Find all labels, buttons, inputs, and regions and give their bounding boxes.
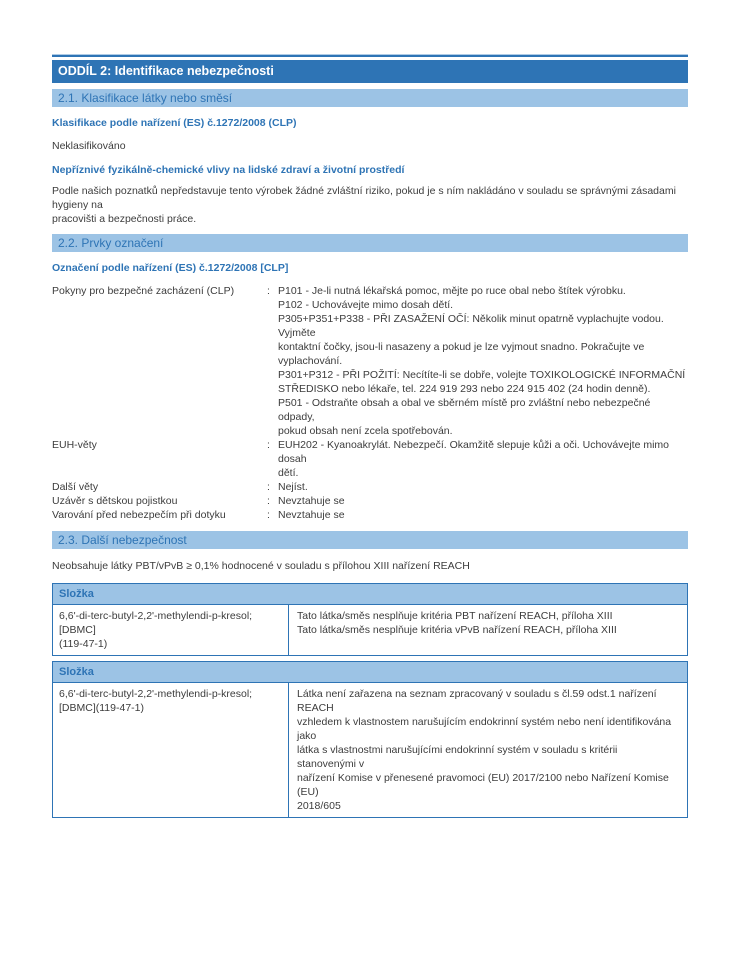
cell-line: nařízení Komise v přenesené pravomoci (EU) 2017/2100 nebo Nařízení Komise (EU) [297, 772, 669, 798]
field-euh-statements [52, 438, 688, 480]
value-line: vyplachování. [278, 355, 343, 367]
field-value [278, 508, 688, 522]
value-line: kontaktní čočky, jsou-li nasazeny a pokud je lze vyjmout snadno. Pokračujte ve [278, 341, 645, 353]
field-other-statements [52, 480, 688, 494]
component-table-endocrine [52, 661, 688, 818]
field-colon: : [267, 285, 270, 297]
cell-line: [DBMC](119-47-1) [59, 702, 144, 714]
value-line: Nejíst. [278, 481, 308, 493]
page-content [52, 0, 688, 818]
section-2-header: ODDÍL 2: Identifikace nebezpečnosti [52, 60, 688, 83]
field-label: EUH-věty [52, 439, 97, 451]
field-label: Další věty [52, 481, 99, 493]
field-label: Pokyny pro bezpečné zacházení (CLP) [52, 285, 235, 297]
cell-line: (119-47-1) [59, 638, 108, 650]
value-line: Nevztahuje se [278, 495, 345, 507]
cell-line: 6,6'-di-terc-butyl-2,2'-methylendi-p-kresol; [DBMC] [59, 610, 253, 636]
field-tactile-warning [52, 508, 688, 522]
labelling-fields [52, 284, 688, 522]
component-name-cell [53, 605, 289, 655]
component-table-pbt [52, 583, 688, 656]
field-value [278, 480, 688, 494]
value-line: P305+P351+P338 - PŘI ZASAŽENÍ OČÍ: Několik minut opatrně vyplachujte vodou. Vyjměte [278, 313, 664, 339]
cell-line: Látka není zařazena na seznam zpracovaný v souladu s čl.59 odst.1 nařízení REACH [297, 688, 657, 714]
field-colon: : [267, 481, 270, 493]
field-colon: : [267, 439, 270, 451]
adverse-effects-heading: Nepříznivé fyzikálně-chemické vlivy na lidské zdraví a životní prostředí [52, 164, 405, 176]
table-row [53, 605, 687, 655]
table-header-slozka: Složka [53, 584, 687, 605]
adverse-effects-paragraph [52, 184, 688, 226]
cell-line: látka s vlastnostmi narušujícími endokrinní systém v souladu s kritérii stanovenými v [297, 744, 618, 770]
cell-line: Tato látka/směs nesplňuje kritéria vPvB nařízení REACH, příloha XIII [297, 624, 617, 636]
not-classified-text: Neklasifikováno [52, 140, 126, 152]
cell-line: vzhledem k vlastnostem narušujícím endokrinní systém nebo není identifikována jako [297, 716, 672, 742]
subsection-2-1-band: 2.1. Klasifikace látky nebo směsí [52, 89, 688, 107]
field-value [278, 284, 688, 438]
field-label: Uzávěr s dětskou pojistkou [52, 495, 178, 507]
table-row [53, 683, 687, 817]
value-line: dětí. [278, 467, 299, 479]
table-header-slozka: Složka [53, 662, 687, 683]
paragraph-line: Podle našich poznatků nepředstavuje tento výrobek žádné zvláštní riziko, pokud je s ním nakládáno v souladu se správnými zásadami hygieny na [52, 185, 676, 211]
top-horizontal-rule [52, 54, 688, 57]
value-line: P102 - Uchovávejte mimo dosah dětí. [278, 299, 454, 311]
subsection-2-3-band: 2.3. Další nebezpečnost [52, 531, 688, 549]
classification-heading: Klasifikace podle nařízení (ES) č.1272/2008 (CLP) [52, 117, 297, 129]
value-line: P301+P312 - PŘI POŽITÍ: Necítíte-li se dobře, volejte TOXIKOLOGICKÉ INFORMAČNÍ [278, 369, 686, 381]
value-line: EUH202 - Kyanoakrylát. Nebezpečí. Okamžitě slepuje kůži a oči. Uchovávejte mimo dosah [278, 439, 670, 465]
component-assessment-cell [289, 683, 687, 817]
subsection-2-2-band: 2.2. Prvky označení [52, 234, 688, 252]
field-value [278, 438, 688, 480]
cell-line: Tato látka/směs nesplňuje kritéria PBT nařízení REACH, příloha XIII [297, 610, 613, 622]
cell-line: 2018/605 [297, 800, 341, 812]
paragraph-line: pracovišti a bezpečnosti práce. [52, 213, 197, 225]
value-line: pokud obsah není zcela spotřebován. [278, 425, 453, 437]
field-label: Varování před nebezpečím při dotyku [52, 509, 226, 521]
field-colon: : [267, 509, 270, 521]
field-value [278, 494, 688, 508]
value-line: Nevztahuje se [278, 509, 345, 521]
field-child-resistant-fastening [52, 494, 688, 508]
component-assessment-cell [289, 605, 687, 655]
cell-line: 6,6'-di-terc-butyl-2,2'-methylendi-p-kresol; [59, 688, 253, 700]
field-colon: : [267, 495, 270, 507]
field-precautionary-statements [52, 284, 688, 438]
labelling-heading: Označení podle nařízení (ES) č.1272/2008 [CLP] [52, 262, 289, 274]
value-line: STŘEDISKO nebo lékaře, tel. 224 919 293 nebo 224 915 402 (24 hodin denně). [278, 383, 651, 395]
pbt-statement: Neobsahuje látky PBT/vPvB ≥ 0,1% hodnocené v souladu s přílohou XIII nařízení REACH [52, 560, 470, 572]
value-line: P101 - Je-li nutná lékařská pomoc, mějte po ruce obal nebo štítek výrobku. [278, 285, 626, 297]
value-line: P501 - Odstraňte obsah a obal ve sběrném místě pro zvláštní nebo nebezpečné odpady, [278, 397, 651, 423]
component-name-cell [53, 683, 289, 817]
